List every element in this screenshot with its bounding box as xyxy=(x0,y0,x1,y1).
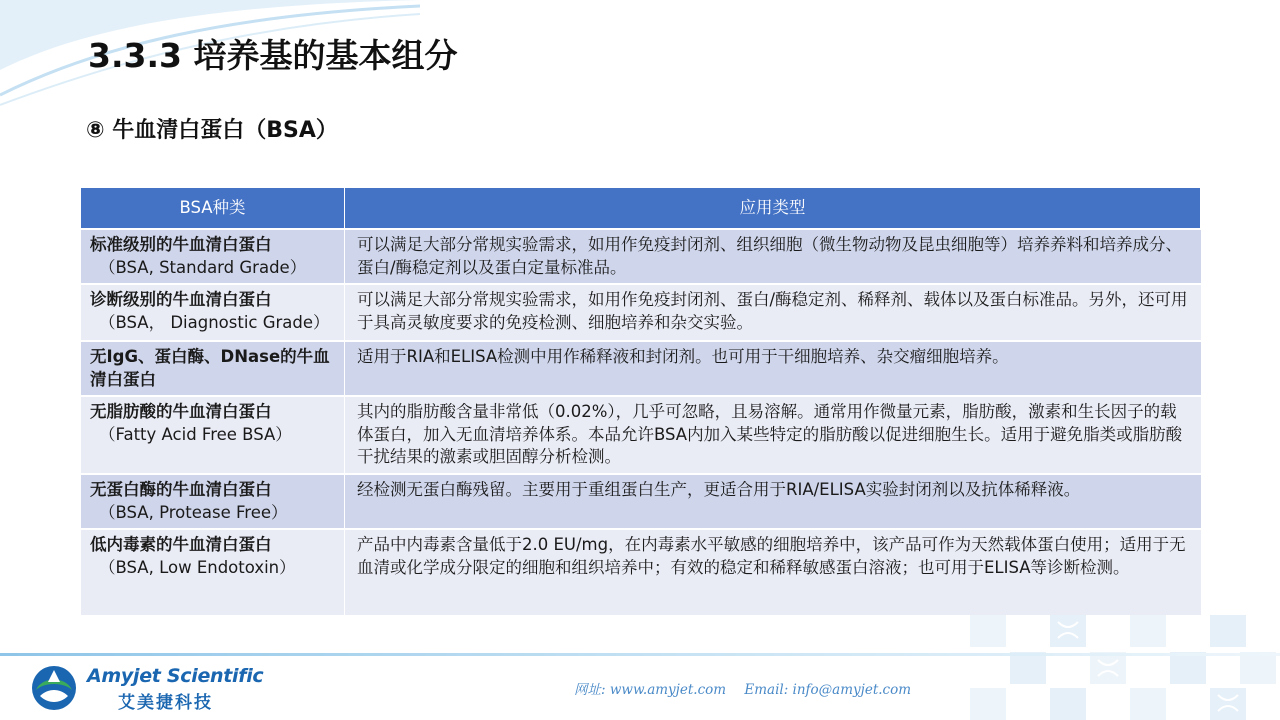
application-cell: 其内的脂肪酸含量非常低（0.02%），几乎可忽略，且易溶解。通常用作微量元素，脂肪酸，激素和生长因子的载体蛋白，加入无血清培养体系。本品允许BSA内加入某些特定的脂肪酸以促进细胞生长。适用于避免脂类或脂肪酸干扰结果的激素或胆固醇分析检测。 xyxy=(345,396,1201,474)
table-row xyxy=(81,341,1201,396)
bsa-type-cell xyxy=(81,474,345,529)
bsa-type-english: （BSA， Diagnostic Grade） xyxy=(99,312,330,332)
bsa-type-name: 标准级别的牛血清白蛋白 xyxy=(90,235,272,254)
bsa-type-name: 无蛋白酶的牛血清白蛋白 xyxy=(90,480,272,499)
bsa-type-cell xyxy=(81,341,345,396)
contact-info xyxy=(574,678,925,698)
dna-tiles-decoration xyxy=(950,580,1280,720)
footer-divider xyxy=(0,653,1280,656)
bsa-type-english: （BSA, Standard Grade） xyxy=(99,257,307,277)
bsa-type-cell xyxy=(81,229,345,284)
header-application: 应用类型 xyxy=(345,188,1201,230)
section-subtitle: ⑧ 牛血清白蛋白（BSA） xyxy=(86,118,338,143)
bsa-type-english: （Fatty Acid Free BSA） xyxy=(99,424,292,444)
bsa-type-cell xyxy=(81,284,345,341)
page-title: 3.3.3 培养基的基本组分 xyxy=(88,36,458,75)
bsa-type-name: 低内毒素的牛血清白蛋白 xyxy=(90,535,272,554)
application-cell: 可以满足大部分常规实验需求，如用作免疫封闭剂、蛋白/酶稳定剂、稀释剂、载体以及蛋白标准品。另外，还可用于具高灵敏度要求的免疫检测、细胞培养和杂交实验。 xyxy=(345,284,1201,341)
application-cell: 经检测无蛋白酶残留。主要用于重组蛋白生产，更适合用于RIA/ELISA实验封闭剂以及抗体稀释液。 xyxy=(345,474,1201,529)
header-bsa-type: BSA种类 xyxy=(81,188,345,230)
bsa-type-name: 诊断级别的牛血清白蛋白 xyxy=(90,290,272,309)
application-cell: 适用于RIA和ELISA检测中用作稀释液和封闭剂。也可用于干细胞培养、杂交瘤细胞培养。 xyxy=(345,341,1201,396)
bsa-table xyxy=(80,187,1201,615)
bsa-type-english: （BSA, Protease Free） xyxy=(99,502,288,522)
bsa-type-cell xyxy=(81,529,345,615)
table-row xyxy=(81,229,1201,284)
application-cell: 可以满足大部分常规实验需求，如用作免疫封闭剂、组织细胞（微生物动物及昆虫细胞等）培养养料和培养成分、蛋白/酶稳定剂以及蛋白定量标准品。 xyxy=(345,229,1201,284)
application-cell: 产品中内毒素含量低于2.0 EU/mg，在内毒素水平敏感的细胞培养中，该产品可作为天然载体蛋白使用；适用于无血清或化学成分限定的细胞和组织培养中；有效的稳定和稀释敏感蛋白溶液；也可用于ELISA等诊断检测。 xyxy=(345,529,1201,615)
bsa-type-name: 无脂肪酸的牛血清白蛋白 xyxy=(90,402,272,421)
bsa-type-name: 无IgG、蛋白酶、DNase的牛血清白蛋白 xyxy=(90,347,330,389)
logo-text-english: Amyjet Scientific xyxy=(87,665,264,687)
website-link[interactable]: 网址: www.amyjet.com xyxy=(574,682,727,698)
email-link[interactable]: Email: info@amyjet.com xyxy=(744,682,912,698)
bsa-type-english: （BSA, Low Endotoxin） xyxy=(99,557,296,577)
bsa-type-cell xyxy=(81,396,345,474)
table-row xyxy=(81,474,1201,529)
table-header-row xyxy=(81,188,1201,230)
table-row xyxy=(81,284,1201,341)
table-row xyxy=(81,396,1201,474)
logo-text-chinese: 艾美捷科技 xyxy=(118,693,213,713)
